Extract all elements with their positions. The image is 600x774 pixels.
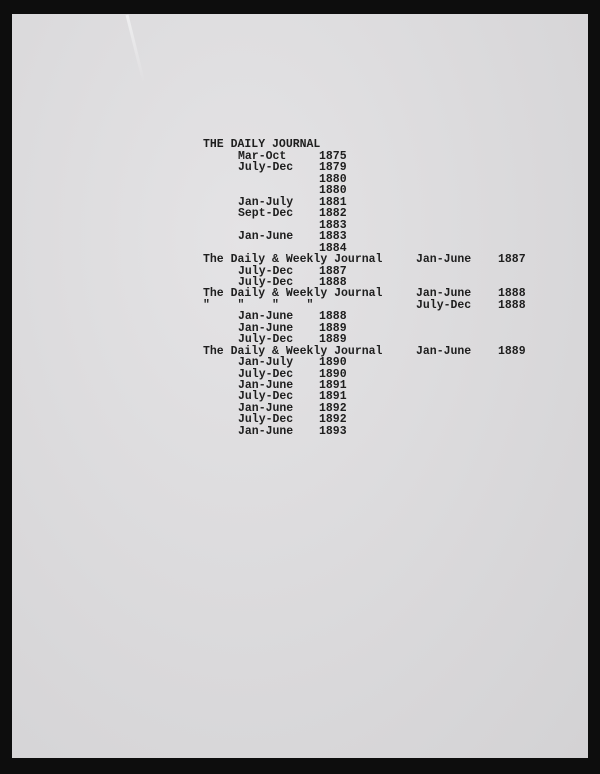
row-17-c4: Jan-June: [416, 344, 472, 358]
row-0-c2: Mar-Oct: [238, 150, 287, 163]
row-22-c3: 1892: [319, 401, 347, 415]
row-13-c4: July-Dec: [416, 298, 472, 312]
row-21-c3: 1891: [319, 390, 347, 404]
row-6-c3: 1883: [319, 218, 347, 232]
row-9-c1: The Daily & Weekly Journal: [203, 253, 383, 267]
row-2-c3: 1880: [319, 172, 347, 186]
row-13-c5: 1888: [498, 298, 526, 312]
row-4-c3: 1881: [319, 195, 347, 209]
row-17-c5: 1889: [498, 344, 526, 358]
row-9-c4: Jan-June: [416, 253, 472, 267]
paper-sheet: [12, 14, 588, 758]
row-11-c2: July-Dec: [238, 275, 294, 289]
row-8-c3: 1884: [319, 241, 347, 255]
row-4-c2: Jan-July: [238, 195, 294, 209]
row-19-c2: July-Dec: [238, 367, 294, 381]
row-17-c1: The Daily & Weekly Journal: [203, 344, 383, 358]
row-16-c2: July-Dec: [238, 333, 294, 347]
row-0-c3: 1875: [319, 150, 347, 163]
row-14-c3: 1888: [319, 310, 347, 324]
row-10-c2: July-Dec: [238, 264, 294, 278]
row-24-c3: 1893: [319, 424, 347, 438]
row-12-c5: 1888: [498, 287, 526, 301]
row-12-c1: The Daily & Weekly Journal: [203, 287, 383, 301]
row-1-c2: July-Dec: [238, 161, 294, 175]
row-7-c2: Jan-June: [238, 230, 294, 244]
row-11-c3: 1888: [319, 275, 347, 289]
row-1-c3: 1879: [319, 161, 347, 175]
row-23-c3: 1892: [319, 413, 347, 427]
row-19-c3: 1890: [319, 367, 347, 381]
row-24-c2: Jan-June: [238, 424, 294, 438]
row-9-c5: 1887: [498, 253, 526, 267]
row-21-c2: July-Dec: [238, 390, 294, 404]
row-22-c2: Jan-June: [238, 401, 294, 415]
row-14-c2: Jan-June: [238, 310, 294, 324]
row-20-c2: Jan-June: [238, 379, 294, 392]
row-5-c3: 1882: [319, 207, 347, 221]
row-7-c3: 1883: [319, 230, 347, 244]
paper-crease: [126, 15, 146, 84]
row-15-c3: 1889: [319, 321, 347, 335]
row-5-c2: Sept-Dec: [238, 207, 294, 221]
document-heading: THE DAILY JOURNAL: [203, 138, 321, 151]
row-18-c2: Jan-July: [238, 356, 294, 370]
row-23-c2: July-Dec: [238, 413, 294, 427]
row-18-c3: 1890: [319, 356, 347, 370]
row-12-c4: Jan-June: [416, 287, 472, 301]
row-3-c3: 1880: [319, 184, 347, 198]
row-10-c3: 1887: [319, 264, 347, 278]
row-13-c1: " " " ": [203, 298, 314, 312]
row-15-c2: Jan-June: [238, 321, 294, 335]
row-20-c3: 1891: [319, 379, 347, 392]
row-16-c3: 1889: [319, 333, 347, 347]
